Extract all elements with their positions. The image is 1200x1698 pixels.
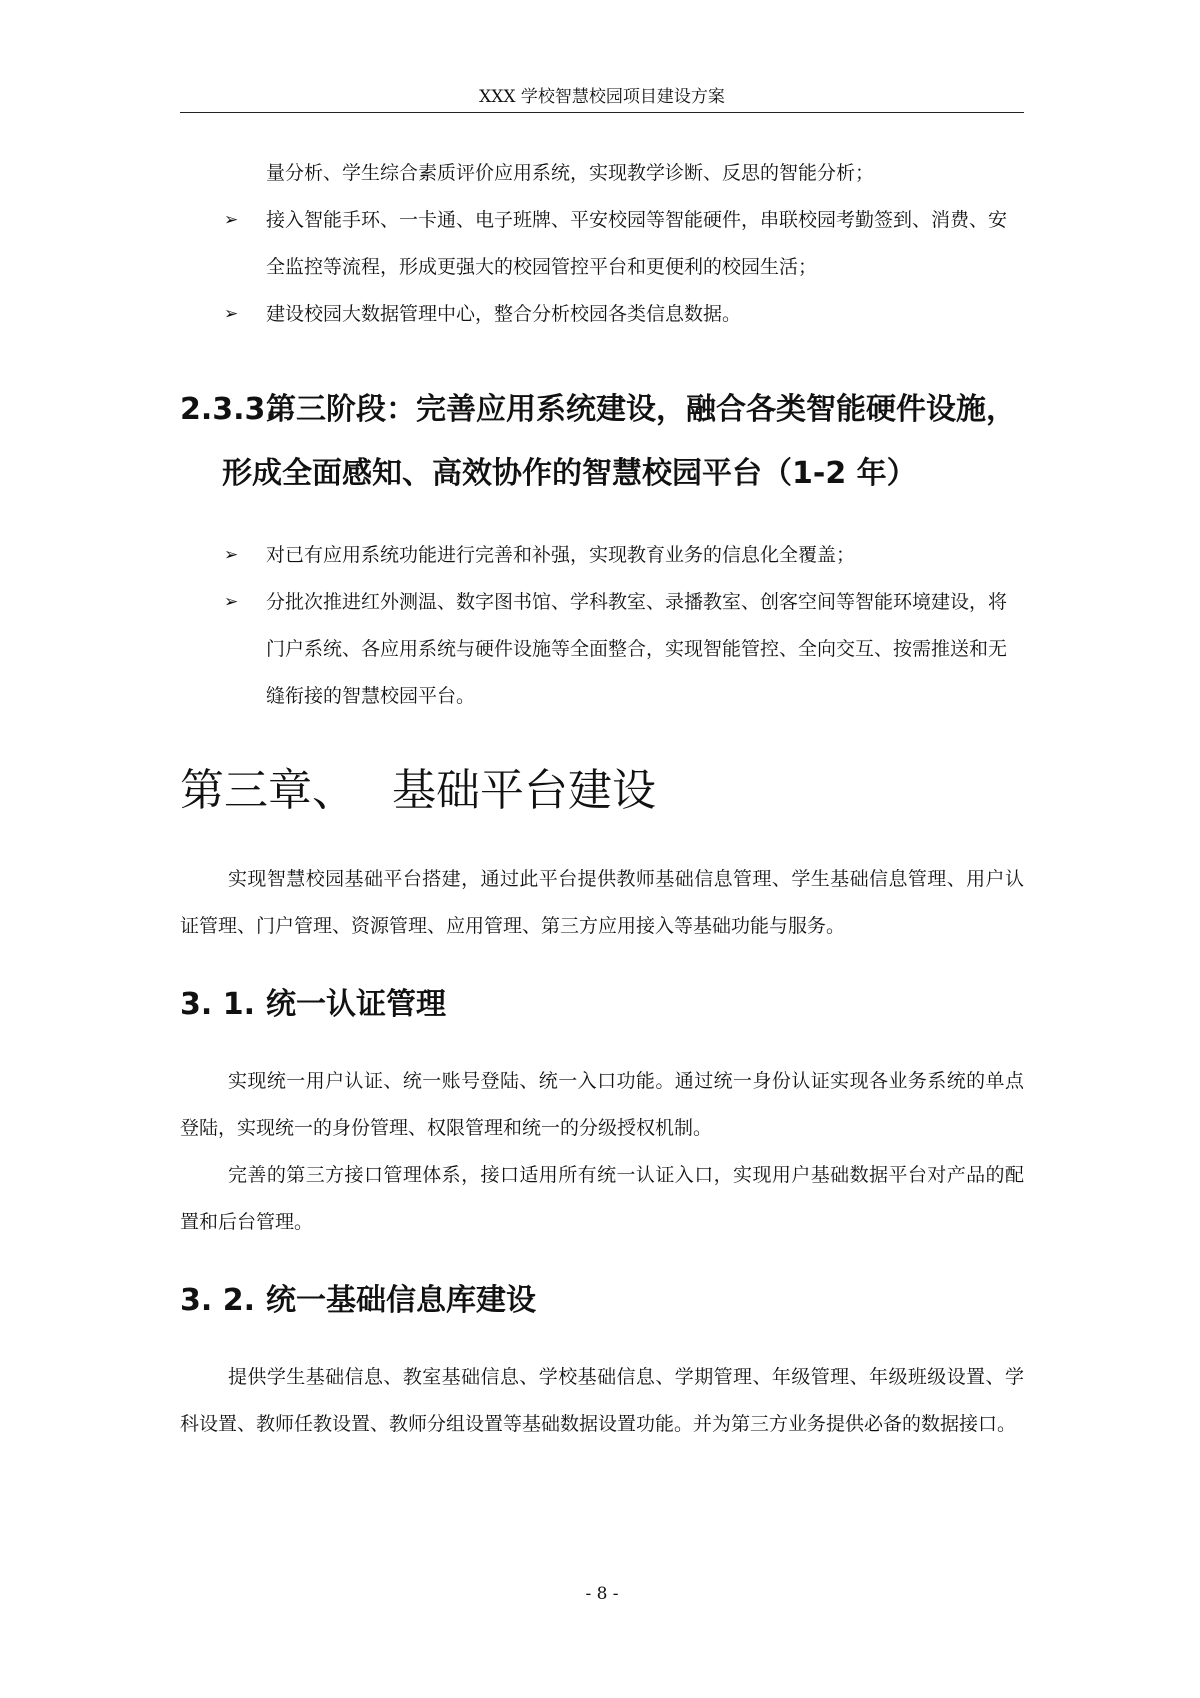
section-title: 统一基础信息库建设	[266, 1283, 536, 1318]
section-title: 统一认证管理	[266, 987, 446, 1022]
page-number: - 8 -	[585, 1584, 619, 1604]
section-number: 2.3.3.	[180, 392, 277, 427]
list-item-text: 分批次推进红外测温、数字图书馆、学科教室、录播教室、创客空间等智能环境建设，将门户系统、各应用系统与硬件设施等全面整合，实现智能管控、全向交互、按需推送和无缝衔接的智慧校园平台。	[266, 591, 1008, 707]
section-heading-2-3-3	[180, 378, 1024, 506]
page-content	[180, 150, 1024, 1448]
list-item-text: 建设校园大数据管理中心，整合分析校园各类信息数据。	[266, 303, 742, 325]
arrow-bullet-icon: ➢	[224, 592, 239, 612]
list-item	[180, 579, 1024, 720]
body-paragraph: 完善的第三方接口管理体系，接口适用所有统一认证入口，实现用户基础数据平台对产品的配置和后台管理。	[180, 1164, 1024, 1233]
header-rule	[180, 112, 1024, 113]
page-header: XXX 学校智慧校园项目建设方案	[479, 87, 725, 107]
list-item-text: 接入智能手环、一卡通、电子班牌、平安校园等智能硬件，串联校园考勤签到、消费、安全监控等流程，形成更强大的校园管控平台和更便利的校园生活；	[266, 209, 1008, 278]
section-heading-3-2	[180, 1276, 1024, 1326]
list-item	[180, 291, 1024, 338]
arrow-bullet-icon: ➢	[224, 304, 239, 324]
chapter-number: 第三章、	[180, 765, 356, 816]
top-bullet-list	[180, 150, 1024, 338]
chapter-heading	[180, 756, 1024, 826]
section-heading-3-1	[180, 980, 1024, 1030]
list-item	[180, 532, 1024, 579]
list-item-text: 对已有应用系统功能进行完善和补强，实现教育业务的信息化全覆盖；	[266, 544, 856, 566]
section-number: 3. 2.	[180, 1283, 255, 1318]
section-number: 3. 1.	[180, 987, 255, 1022]
chapter-title: 基础平台建设	[392, 765, 656, 816]
list-item	[180, 197, 1024, 291]
body-paragraph: 实现统一用户认证、统一账号登陆、统一入口功能。通过统一身份认证实现各业务系统的单点登陆，实现统一的身份管理、权限管理和统一的分级授权机制。	[180, 1070, 1024, 1139]
arrow-bullet-icon: ➢	[224, 210, 239, 230]
list-item-continuation: 量分析、学生综合素质评价应用系统，实现教学诊断、反思的智能分析；	[266, 162, 875, 184]
arrow-bullet-icon: ➢	[224, 545, 239, 565]
chapter-intro-paragraph: 实现智慧校园基础平台搭建，通过此平台提供教师基础信息管理、学生基础信息管理、用户认证管理、门户管理、资源管理、应用管理、第三方应用接入等基础功能与服务。	[180, 868, 1024, 937]
body-paragraph: 提供学生基础信息、教室基础信息、学校基础信息、学期管理、年级管理、年级班级设置、学科设置、教师任教设置、教师分组设置等基础数据设置功能。并为第三方业务提供必备的数据接口。	[180, 1366, 1024, 1435]
section-title: 第三阶段：完善应用系统建设，融合各类智能硬件设施，形成全面感知、高效协作的智慧校园平台（1-2 年）	[222, 392, 1016, 491]
section-2-3-3-list	[180, 532, 1024, 720]
